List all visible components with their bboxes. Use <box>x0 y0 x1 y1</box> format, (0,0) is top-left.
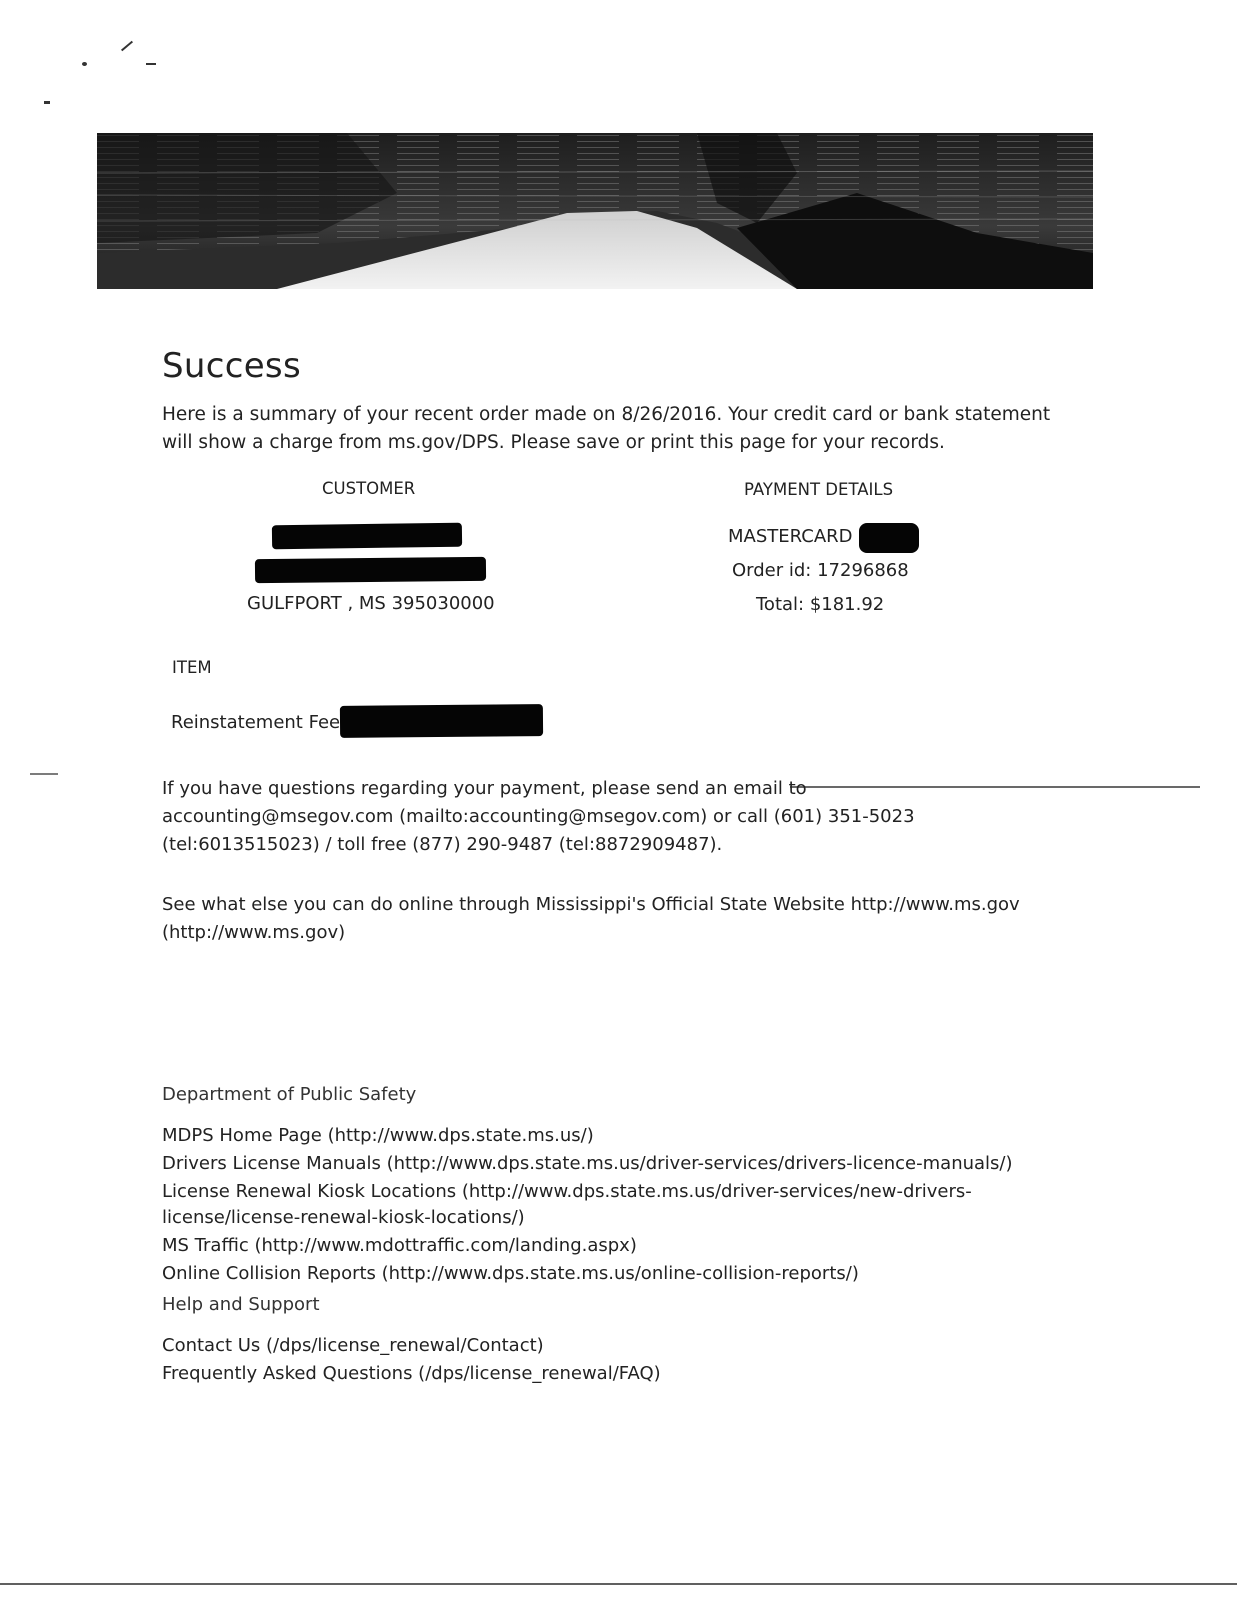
footer-link-faq[interactable]: Frequently Asked Questions (/dps/license_renewal/FAQ) <box>162 1363 661 1384</box>
footer-dps-links <box>162 1123 1042 1289</box>
footer-link-kiosk-locations[interactable]: License Renewal Kiosk Locations (http://www.dps.state.ms.us/driver-services/new-drivers-license/license-renewal-kiosk-locations/) <box>162 1181 972 1228</box>
payment-questions-note: If you have questions regarding your payment, please send an email to accounting@msegov.com (mailto:accounting@msegov.com) or call (601) 351-5023 (tel:6013515023) / toll free (877) 290-9487 (tel:8872909487). <box>162 778 915 855</box>
item-header: ITEM <box>172 658 212 677</box>
scan-speck <box>44 101 50 104</box>
footer-link-collision-reports[interactable]: Online Collision Reports (http://www.dps.state.ms.us/online-collision-reports/) <box>162 1263 859 1284</box>
order-summary-text: Here is a summary of your recent order made on 8/26/2016. Your credit card or bank statement will show a charge from ms.gov/DPS. Please save or print this page for your records. <box>162 404 1051 453</box>
footer-link-drivers-license-manuals[interactable]: Drivers License Manuals (http://www.dps.state.ms.us/driver-services/drivers-licence-manuals/) <box>162 1153 1013 1174</box>
scan-speck <box>82 62 87 66</box>
payment-card-type: MASTERCARD <box>728 526 853 547</box>
footer-link-ms-traffic[interactable]: MS Traffic (http://www.mdottraffic.com/landing.aspx) <box>162 1235 637 1256</box>
redacted-item-amount <box>340 704 543 738</box>
item-row-label: Reinstatement Fee <box>171 712 341 733</box>
redacted-customer-address <box>255 557 486 583</box>
footer-help-heading: Help and Support <box>162 1294 320 1315</box>
footer-link-contact-us[interactable]: Contact Us (/dps/license_renewal/Contact) <box>162 1335 544 1356</box>
customer-city-line: GULFPORT , MS 395030000 <box>247 593 495 614</box>
payment-details-header: PAYMENT DETAILS <box>744 480 894 499</box>
customer-header: CUSTOMER <box>322 479 416 498</box>
header-banner-image <box>97 133 1093 289</box>
redacted-card-number <box>859 523 919 553</box>
scan-artifact-line <box>30 773 58 775</box>
redacted-customer-name <box>272 523 462 550</box>
page-title: Success <box>162 346 301 386</box>
footer-dps-heading: Department of Public Safety <box>162 1084 417 1105</box>
scan-speck <box>146 63 156 65</box>
scan-bottom-edge <box>0 1583 1237 1585</box>
scan-speck <box>121 41 133 52</box>
ms-gov-note: See what else you can do online through Mississippi's Official State Website http://www.ms.gov (http://www.ms.gov) <box>162 894 1020 943</box>
footer-help-links <box>162 1333 1042 1389</box>
footer-link-mdps-home[interactable]: MDPS Home Page (http://www.dps.state.ms.us/) <box>162 1125 594 1146</box>
order-id: Order id: 17296868 <box>732 560 909 581</box>
order-total: Total: $181.92 <box>756 594 885 615</box>
